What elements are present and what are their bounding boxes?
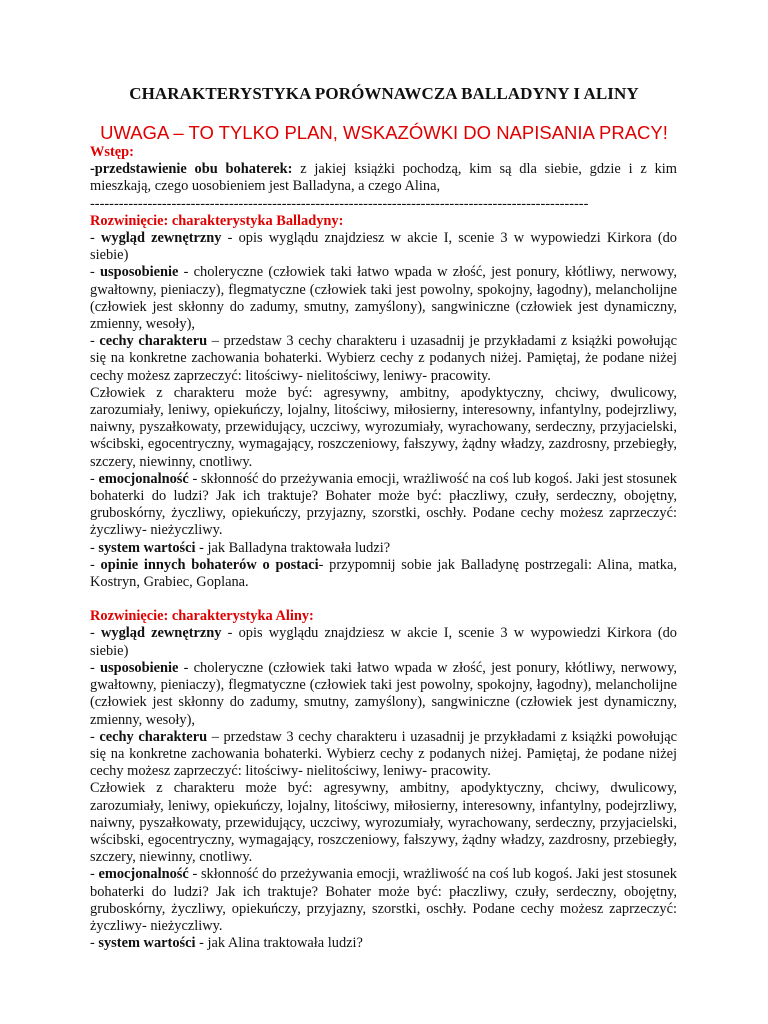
alina-emocje-text: - skłonność do przeżywania emocji, wrażliwość na coś lub kogoś. Jaki jest stosunek bohaterki do ludzi? Jak ich traktuje? Bohater może być: płaczliwy, czuły, serdeczny, obojętny, gruboskórny, życzliwy, opiekuńczy, przyjazny, szorstki, oschły. Podane cechy możesz zaprzeczyć: życzliwy- nieżyczliwy. xyxy=(90,866,677,934)
balladyna-wyglad: - wygląd zewnętrzny - opis wyglądu znajdziesz w akcie I, scenie 3 w wypowiedzi Kirkora (do siebie) xyxy=(90,230,677,264)
balladyna-usposobienie-label: usposobienie xyxy=(100,264,179,281)
document-body xyxy=(90,144,677,952)
balladyna-opinie: - opinie innych bohaterów o postaci- przypomnij sobie jak Balladynę postrzegali: Alina, matka, Kostryn, Grabiec, Goplana. xyxy=(90,556,677,591)
document-title: CHARAKTERYSTYKA PORÓWNAWCZA BALLADYNY I ALINY xyxy=(129,84,639,103)
intro-heading: Wstęp: xyxy=(90,144,134,160)
alina-emocje: - emocjonalność - skłonność do przeżywania emocji, wrażliwość na coś lub kogoś. Jaki jest stosunek bohaterki do ludzi? Jak ich traktuje? Bohater może być: płaczliwy, czuły, serdeczny, obojętny, gruboskórny, życzliwy, opiekuńczy, przyjazny, szorstki, oschły. Podane cechy możesz zaprzeczyć: życzliwy- nieżyczliwy. xyxy=(90,866,677,934)
balladyna-emocje-text: - skłonność do przeżywania emocji, wrażliwość na coś lub kogoś. Jaki jest stosunek bohaterki do ludzi? Jak ich traktuje? Bohater może być: płaczliwy, czuły, serdeczny, obojętny, gruboskórny, życzliwy, opiekuńczy, przyjazny, szorstki, oschły. Podane cechy możesz zaprzeczyć: życzliwy- nieżyczliwy. xyxy=(90,470,677,539)
divider: -------------------------------------------------------------------------------------------------------- xyxy=(90,195,589,212)
alina-heading: Rozwinięcie: charakterystyka Aliny: xyxy=(90,608,314,625)
intro-item-text: z jakiej książki pochodzą, kim są dla siebie, gdzie i z kim mieszkają, czego uosobieniem jest Balladyna, a czego Alina, xyxy=(90,161,678,195)
intro-item-label: -przedstawienie obu bohaterek: xyxy=(90,161,293,178)
balladyna-system-label: system wartości xyxy=(98,539,196,556)
alina-usposobienie-label: usposobienie xyxy=(100,659,179,676)
balladyna-usposobienie: - usposobienie - choleryczne (człowiek taki łatwo wpada w złość, jest ponury, kłótliwy, nerwowy, gwałtowny, pieniaczy), flegmatyczne (człowiek taki jest powolny, spokojny, łagodny), melancholijne (człowiek jest skłonny do zadumy, smutny, zamyślony), sangwiniczne (człowiek jest dynamiczny, zmienny, wesoły), xyxy=(90,264,677,333)
alina-cechy-label: cechy charakteru xyxy=(99,728,208,745)
alina-usposobienie: - usposobienie - choleryczne (człowiek taki łatwo wpada w złość, jest ponury, kłótliwy, nerwowy, gwałtowny, pieniaczy), flegmatyczne (człowiek taki jest powolny, spokojny, łagodny), melancholijne (człowiek jest skłonny do zadumy, smutny, zamyślony), sangwiniczne (człowiek jest dynamiczny, zmienny, wesoły), xyxy=(90,659,677,728)
balladyna-opinie-text: - przypomnij sobie jak Balladynę postrzegali: Alina, matka, Kostryn, Grabiec, Goplana. xyxy=(90,556,677,591)
balladyna-cechy: - cechy charakteru – przedstaw 3 cechy charakteru i uzasadnij je przykładami z książki powołując się na konkretne zachowania bohaterki. Wybierz cechy z podanych niżej. Pamiętaj, że podane niżej cechy możesz zaprzeczyć: litościwy- nielitościwy, leniwy- pracowity. xyxy=(90,333,677,384)
intro-item xyxy=(90,161,677,195)
balladyna-emocje: - emocjonalność - skłonność do przeżywania emocji, wrażliwość na coś lub kogoś. Jaki jest stosunek bohaterki do ludzi? Jak ich traktuje? Bohater może być: płaczliwy, czuły, serdeczny, obojętny, gruboskórny, życzliwy, opiekuńczy, przyjazny, szorstki, oschły. Podane cechy możesz zaprzeczyć: życzliwy- nieżyczliwy. xyxy=(90,470,677,539)
alina-usposobienie-text: - choleryczne (człowiek taki łatwo wpada w złość, jest ponury, kłótliwy, nerwowy, gwałtowny, pieniaczy), flegmatyczne (człowiek taki jest powolny, spokojny, łagodny), melancholijne (człowiek jest skłonny do zadumy, smutny, zamyślony), sangwiniczne (człowiek jest dynamiczny, zmienny, wesoły), xyxy=(90,659,677,728)
alina-wyglad-text: - opis wyglądu znajdziesz w akcie I, scenie 3 w wypowiedzi Kirkora (do siebie) xyxy=(90,625,677,659)
balladyna-cechy-list: Człowiek z charakteru może być: agresywny, ambitny, apodyktyczny, chciwy, dwulicowy, zarozumiały, leniwy, opiekuńczy, lojalny, litościwy, miłosierny, interesowny, infantylny, podejrzliwy, naiwny, pyszałkowaty, przewidujący, uczciwy, wyrozumiały, wyrachowany, serdeczny, przyjacielski, wścibski, egocentryczny, wymagający, roszczeniowy, fałszywy, żądny władzy, zazdrosny, przebiegły, szczery, niewinny, cnotliwy. xyxy=(90,384,677,470)
balladyna-opinie-label: opinie innych bohaterów o postaci xyxy=(100,556,319,573)
warning-note: UWAGA – TO TYLKO PLAN, WSKAZÓWKI DO NAPISANIA PRACY! xyxy=(100,122,668,143)
balladyna-cechy-text: – przedstaw 3 cechy charakteru i uzasadnij je przykładami z książki powołując się na konkretne zachowania bohaterki. Wybierz cechy z podanych niżej. Pamiętaj, że podane niżej cechy możesz zaprzeczyć: litościwy- nielitościwy, leniwy- pracowity. xyxy=(90,333,677,384)
alina-wyglad-label: wygląd zewnętrzny xyxy=(100,625,222,642)
alina-system: - system wartości - jak Alina traktowała ludzi? xyxy=(90,935,363,952)
alina-cechy-text: – przedstaw 3 cechy charakteru i uzasadnij je przykładami z książki powołując się na konkretne zachowania bohaterki. Wybierz cechy z podanych niżej. Pamiętaj, że podane niżej cechy możesz zaprzeczyć: litościwy- nielitościwy, leniwy- pracowity. xyxy=(90,728,677,780)
alina-emocje-label: emocjonalność xyxy=(98,866,189,883)
balladyna-emocje-label: emocjonalność xyxy=(98,470,189,487)
alina-cechy-list: Człowiek z charakteru może być: agresywny, ambitny, apodyktyczny, chciwy, dwulicowy, zarozumiały, leniwy, opiekuńczy, lojalny, litościwy, miłosierny, interesowny, infantylny, podejrzliwy, naiwny, pyszałkowaty, przewidujący, uczciwy, wyrozumiały, wyrachowany, serdeczny, przyjacielski, wścibski, egocentryczny, wymagający, roszczeniowy, fałszywy, żądny władzy, zazdrosny, przebiegły, szczery, niewinny, cnotliwy. xyxy=(90,780,677,866)
balladyna-heading: Rozwinięcie: charakterystyka Balladyny: xyxy=(90,212,344,229)
alina-cechy: - cechy charakteru – przedstaw 3 cechy charakteru i uzasadnij je przykładami z książki powołując się na konkretne zachowania bohaterki. Wybierz cechy z podanych niżej. Pamiętaj, że podane niżej cechy możesz zaprzeczyć: litościwy- nielitościwy, leniwy- pracowity. xyxy=(90,728,677,780)
balladyna-cechy-label: cechy charakteru xyxy=(99,333,208,350)
alina-system-text: - jak Alina traktowała ludzi? xyxy=(195,935,363,952)
balladyna-wyglad-text: - opis wyglądu znajdziesz w akcie I, scenie 3 w wypowiedzi Kirkora (do siebie) xyxy=(90,230,677,264)
alina-wyglad: - wygląd zewnętrzny - opis wyglądu znajdziesz w akcie I, scenie 3 w wypowiedzi Kirkora (do siebie) xyxy=(90,625,677,659)
balladyna-system: - system wartości - jak Balladyna traktowała ludzi? xyxy=(90,539,391,556)
balladyna-system-text: - jak Balladyna traktowała ludzi? xyxy=(195,539,391,556)
balladyna-wyglad-label: wygląd zewnętrzny xyxy=(100,230,222,247)
section-gap xyxy=(90,591,677,608)
balladyna-usposobienie-text: - choleryczne (człowiek taki łatwo wpada w złość, jest ponury, kłótliwy, nerwowy, gwałtowny, pieniaczy), flegmatyczne (człowiek taki jest powolny, spokojny, łagodny), melancholijne (człowiek jest skłonny do zadumy, smutny, zamyślony), sangwiniczne (człowiek jest dynamiczny, zmienny, wesoły), xyxy=(90,264,677,333)
alina-system-label: system wartości xyxy=(98,935,196,952)
